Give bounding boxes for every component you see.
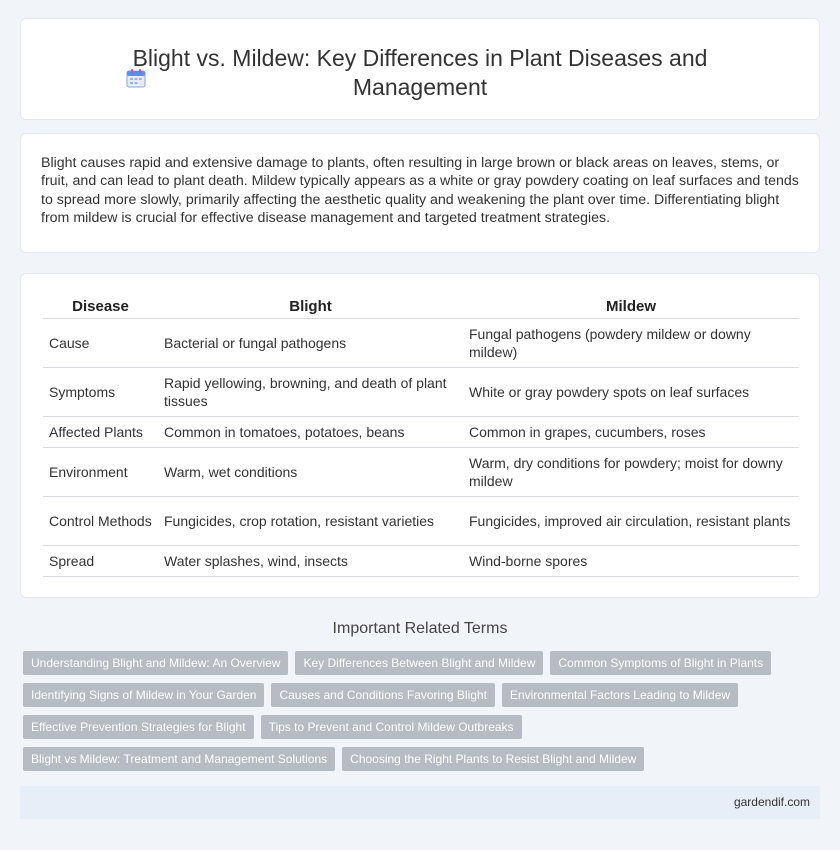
related-term-link[interactable]: Key Differences Between Blight and Mildew [295,651,543,675]
row-label: Cause [43,318,158,367]
related-term-link[interactable]: Effective Prevention Strategies for Blight [23,715,254,739]
footer-site[interactable]: gardendif.com [733,795,810,809]
header-blight: Blight [158,296,463,318]
table-row [43,318,799,367]
related-term-link[interactable]: Tips to Prevent and Control Mildew Outbreaks [261,715,522,739]
row-label: Symptoms [43,367,158,416]
intro-text: Blight causes rapid and extensive damage to plants, often resulting in large brown or black areas on leaves, stems, or fruit, and can lead to plant death. Mildew typically appears as a white or gray powdery coating on leaf surfaces and tends to spread more slowly, primarily affecting the aesthetic quality and weakening the plant over time. Differentiating blight from mildew is crucial for effective disease management and targeted treatment strategies. [41,155,799,227]
comparison-card [20,273,820,598]
blight-cell: Fungicides, crop rotation, resistant varieties [158,496,463,545]
table-row [43,447,799,496]
tag-row [23,715,823,747]
mildew-cell: Common in grapes, cucumbers, roses [463,416,799,447]
table-row [43,496,799,545]
mildew-cell: Wind-borne spores [463,545,799,576]
row-label: Environment [43,447,158,496]
related-term-link[interactable]: Identifying Signs of Mildew in Your Garden [23,683,264,707]
related-terms-title: Important Related Terms [332,620,508,637]
mildew-cell: Fungal pathogens (powdery mildew or downy mildew) [463,318,799,367]
blight-cell: Common in tomatoes, potatoes, beans [158,416,463,447]
header-card [20,18,820,120]
header-mildew: Mildew [463,296,799,318]
related-term-link[interactable]: Understanding Blight and Mildew: An Overview [23,651,288,675]
blight-cell: Rapid yellowing, browning, and death of plant tissues [158,367,463,416]
row-label: Control Methods [43,496,158,545]
table-row [43,367,799,416]
tag-row [23,683,823,715]
related-terms-list [23,651,823,779]
blight-cell: Bacterial or fungal pathogens [158,318,463,367]
footer [20,786,820,819]
row-label: Affected Plants [43,416,158,447]
mildew-cell: White or gray powdery spots on leaf surfaces [463,367,799,416]
table-header-row [43,296,799,318]
comparison-table [43,296,799,577]
row-label: Spread [43,545,158,576]
related-term-link[interactable]: Environmental Factors Leading to Mildew [502,683,738,707]
related-term-link[interactable]: Common Symptoms of Blight in Plants [550,651,771,675]
table-row [43,545,799,576]
mildew-cell: Fungicides, improved air circulation, resistant plants [463,496,799,545]
related-term-link[interactable]: Choosing the Right Plants to Resist Blight and Mildew [342,747,644,771]
header-disease: Disease [43,296,158,318]
related-term-link[interactable]: Blight vs Mildew: Treatment and Management Solutions [23,747,335,771]
mildew-cell: Warm, dry conditions for powdery; moist for downy mildew [463,447,799,496]
blight-cell: Water splashes, wind, insects [158,545,463,576]
page-title: Blight vs. Mildew: Key Differences in Plant Diseases and Management [132,45,708,100]
blight-cell: Warm, wet conditions [158,447,463,496]
tag-row [23,651,823,683]
tag-row [23,747,823,779]
intro-card [20,133,820,253]
related-term-link[interactable]: Causes and Conditions Favoring Blight [271,683,494,707]
table-row [43,416,799,447]
